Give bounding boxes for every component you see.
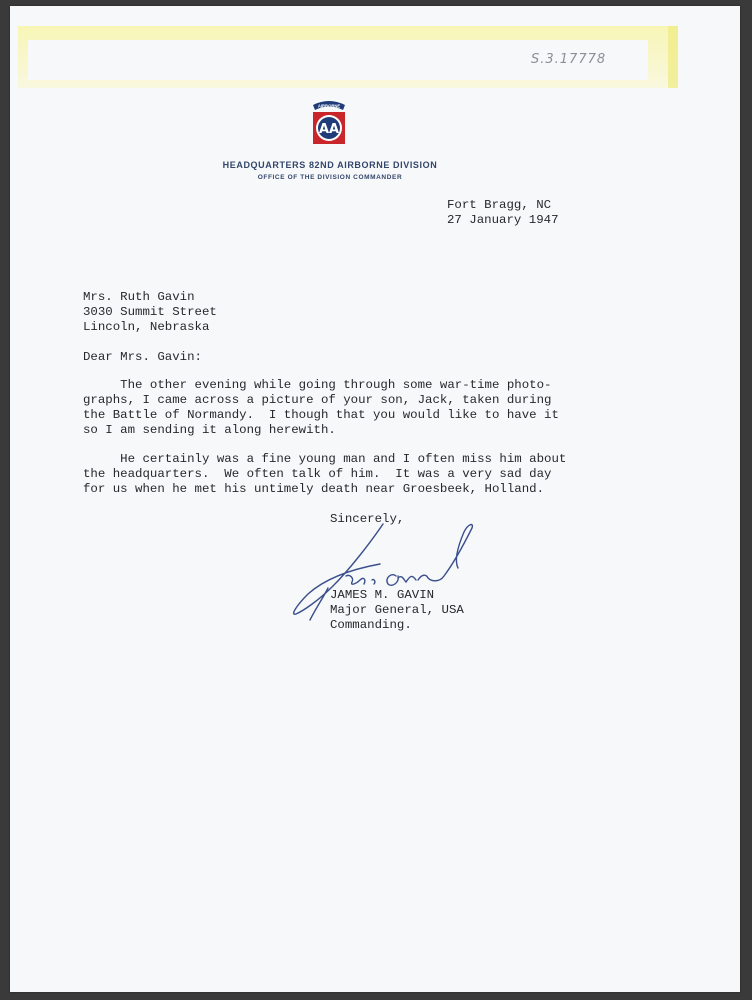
signer-name: JAMES M. GAVIN (330, 588, 435, 602)
paragraph-1-line: The other evening while going through some war-time photo- (83, 378, 552, 392)
letter-place: Fort Bragg, NC (447, 198, 552, 212)
letter-date: 27 January 1947 (447, 213, 559, 227)
archive-number: S.3.17778 (531, 52, 607, 67)
closing: Sincerely, (330, 512, 405, 526)
insignia-letters: AA (318, 122, 340, 137)
paragraph-2-line: for us when he met his untimely death near Groesbeek, Holland. (83, 482, 545, 496)
airborne-insignia-icon (310, 96, 348, 146)
paragraph-1-line: so I am sending it along herewith. (83, 423, 336, 437)
letterhead-headquarters: HEADQUARTERS 82ND AIRBORNE DIVISION (222, 160, 438, 170)
paragraph-1-line: the Battle of Normandy. I though that you would like to have it (83, 408, 559, 422)
letterhead-office: OFFICE OF THE DIVISION COMMANDER (257, 174, 403, 181)
recipient-name: Mrs. Ruth Gavin (83, 290, 195, 304)
paragraph-1-line: graphs, I came across a picture of your son, Jack, taken during (83, 393, 552, 407)
salutation: Dear Mrs. Gavin: (83, 350, 202, 364)
paragraph-2-line: He certainly was a fine young man and I often miss him about (83, 452, 567, 466)
letter-page (10, 6, 740, 992)
recipient-city: Lincoln, Nebraska (83, 320, 210, 334)
paragraph-2-line: the headquarters. We often talk of him. It was a very sad day (83, 467, 552, 481)
signer-rank: Major General, USA (330, 603, 464, 617)
recipient-street: 3030 Summit Street (83, 305, 217, 319)
signer-title: Commanding. (330, 618, 412, 632)
insignia-label: AIRBORNE (317, 103, 341, 109)
